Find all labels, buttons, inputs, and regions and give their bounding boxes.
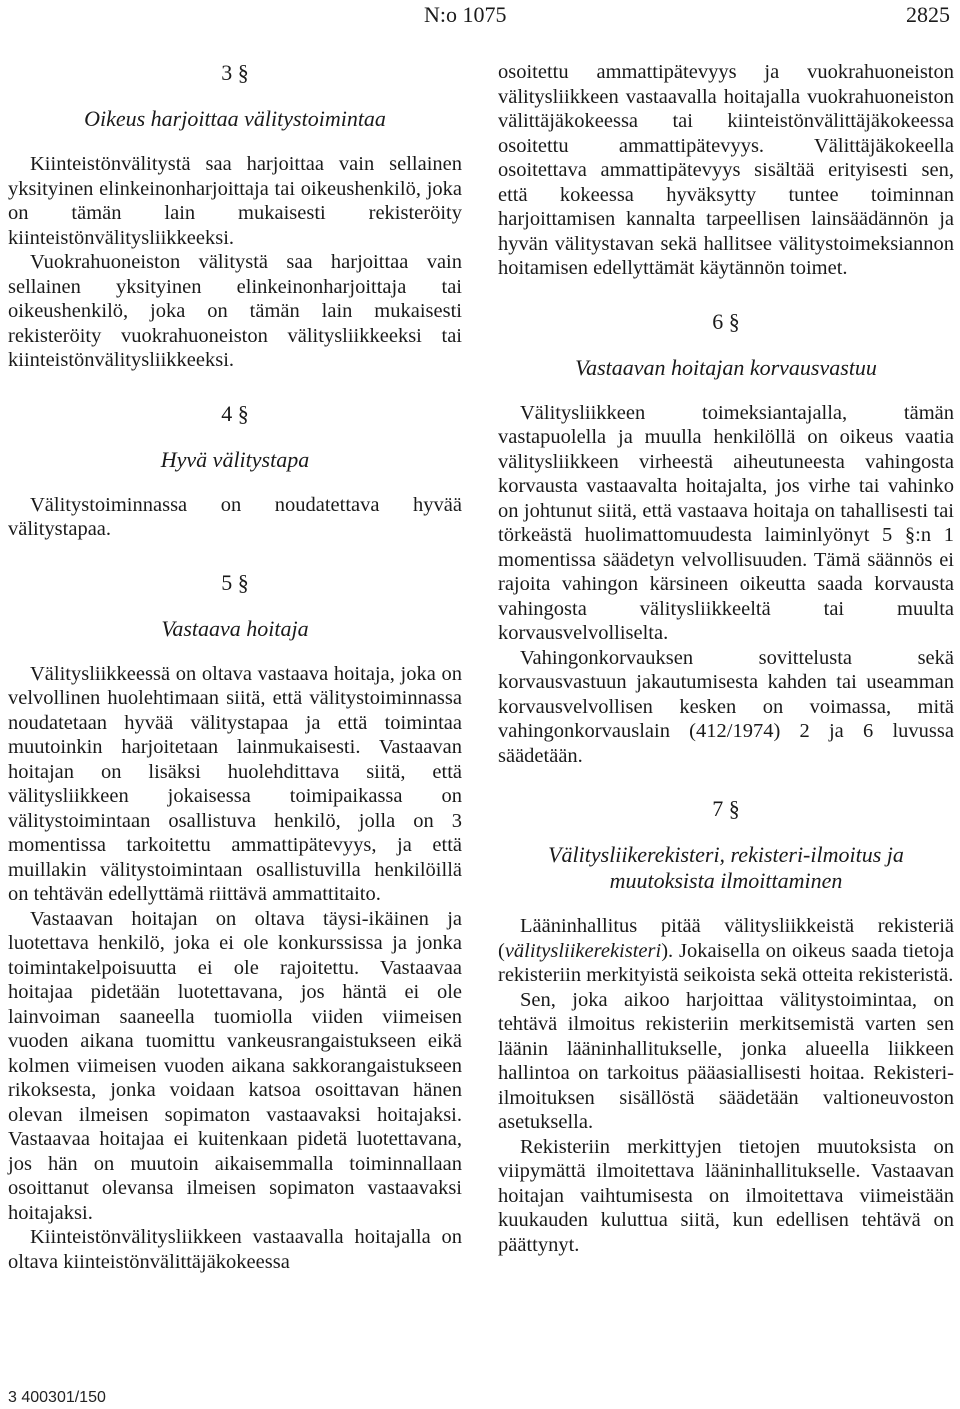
section-number: 5 § <box>221 569 249 595</box>
left-column <box>8 60 462 1274</box>
page-number: 2825 <box>906 2 950 27</box>
section-3 <box>8 60 462 373</box>
paragraph: osoitettu ammattipätevyys ja vuokrahuoneiston välitysliikkeen vastaavalla hoitajalla vuokrahuoneiston välittäjäkokeessa tai kiinteistönvälittäjäkokeessa osoitettu ammattipätevyys. Välittäjäkokeella osoitettava ammattipätevyys sisältää erityisesti sen, että kokeessa hyväksytty tuntee toiminnan harjoittamisen kannalta tarpeellisen lainsäädännön ja hyvän välitystavan sekä hallitsee välitystoimeksiannon hoitamisen edellyttämät käytännön toimet. <box>498 61 954 279</box>
paragraph: Välitystoiminnassa on noudatettava hyvää välitystapaa. <box>8 493 462 540</box>
text-run: ). Jokaisella on oikeus saada tietoja rekisteriin merkityistä seikoista sekä otteita rekisteristä. <box>498 939 954 986</box>
paragraph: Rekisteriin merkittyjen tietojen muutoksista on viipymättä ilmoitettava lääninhallitukselle. Vastaavan hoitajan vaihtumisesta on ilmoitettava viimeistään kuukauden kuluttua siitä, kun edellisen tehtävä on päättynyt. <box>498 1135 954 1256</box>
paragraph: Kiinteistönvälitysliikkeen vastaavalla hoitajalla on oltava kiinteistönvälittäjäkokeessa <box>8 1226 462 1273</box>
section-5-continued <box>498 60 954 281</box>
section-title: Vastaavan hoitajan korvausvastuu <box>575 354 877 380</box>
paragraph: Sen, joka aikoo harjoittaa välitystoimintaa, on tehtävä ilmoitus rekisteriin merkitsemistä varten sen läänin lääninhallitukselle, jonka alueella liikkeen hallintoa on tarkoitus pääasiallisesti hoitaa. Rekisteri-ilmoituksen sisällöstä säädetään valtioneuvoston asetuksella. <box>498 988 954 1133</box>
paragraph: Vastaavan hoitajan on oltava täysi-ikäinen ja luotettava henkilö, joka ei ole konkurssissa ja jonka toimintakelpoisuutta ei ole rajoitettu. Vastaavaa hoitajaa pidetään luotettavana, jos häntä ei ole lainvoiman saaneella tuomiolla viiden viimeisen vuoden aikana tuomittu vankeusrangaistukseen eikä kolmen viimeisen vuoden aikana sakkorangaistukseen rikoksesta, jonka voidaan katsoa osoittavan hänen olevan ilmeisen sopimaton vastaavaksi hoitajaksi. Vastaavaa hoitajaa ei kuitenkaan pidetä luotettavana, jos hän on muutoin aikaisemmalla toiminnallaan osoittanut olevansa ilmeisen sopimaton vastaavaksi hoitajaksi. <box>8 907 462 1224</box>
section-number: 4 § <box>221 400 249 426</box>
page-header <box>0 0 960 40</box>
right-column <box>498 60 954 1257</box>
section-number: 3 § <box>221 60 249 85</box>
paragraph: Välitysliikkeessä on oltava vastaava hoitaja, joka on velvollinen huolehtimaan siitä, että välitystoiminnassa noudatetaan hyvää välitystapaa ja että toimintaa muutoinkin harjoitetaan lainmukaisesti. Vastaavan hoitajan on lisäksi huolehdittava siitä, että välitysliikkeen jokaisessa toimipaikassa on välitystoimintaan osallistuva henkilö, jolla on 3 momentissa tarkoitettu ammattipätevyys, ja että muillakin välitystoimintaan osallistuvilla henkilöillä on tehtävän edellyttämä riittävä ammattitaito. <box>8 662 462 905</box>
text-run: Lääninhallitus pitää välitysliikkeistä rekisteriä ( <box>498 915 954 962</box>
paragraph: Vahingonkorvauksen sovittelusta sekä korvausvastuun jakautumisesta kahden tai useamman korvausvelvollisen kesken on voimassa, mitä vahingonkorvauslain (412/1974) 2 ja 6 luvussa säädetään. <box>498 646 954 767</box>
section-6 <box>498 309 954 769</box>
statute-number: N:o 1075 <box>424 2 507 27</box>
section-5 <box>8 570 462 1275</box>
print-code: 3 400301/150 <box>8 1389 106 1406</box>
section-title: Hyvä välitystapa <box>160 446 310 472</box>
section-title: Oikeus harjoittaa välitystoimintaa <box>84 106 386 131</box>
paragraph: Kiinteistönvälitystä saa harjoittaa vain sellainen yksityinen elinkeinonharjoittaja tai oikeushenkilö, joka on tämän lain mukaisesti rekisteröity kiinteistönvälitysliikkeeksi. <box>8 153 462 249</box>
paragraph <box>498 914 954 988</box>
paragraph: Välitysliikkeen toimeksiantajalla, tämän vastapuolella ja muulla henkilöllä on oikeus vaatia välitysliikkeen virheestä aiheutuneesta vahingosta korvausta vastaavalta hoitajalta, jos virhe tai vahinko on johtunut siitä, että vastaava hoitaja on tahallisesti tai törkeästä huolimattomuudesta laiminlyönyt 5 §:n 1 momentissa säädetyn velvollisuuden. Tämä säännös ei rajoita vahingon kärsineen oikeutta saada korvausta vahingosta välitysliikkeeltä tai muulta korvausvelvolliselta. <box>498 401 954 644</box>
section-number: 6 § <box>712 308 740 334</box>
section-number: 7 § <box>712 796 740 821</box>
section-title: Vastaava hoitaja <box>161 615 309 641</box>
section-4 <box>8 401 462 542</box>
paragraph: Vuokrahuoneiston välitystä saa harjoittaa vain sellainen yksityinen elinkeinonharjoittaja tai oikeushenkilö, joka on tämän lain mukaisesti rekisteröity vuokrahuoneiston välitysliikkeeksi tai kiinteistönvälitysliikkeeksi. <box>8 251 462 371</box>
section-7 <box>498 796 954 1257</box>
section-title: Välitysliikerekisteri, rekisteri-ilmoitus ja muutoksista ilmoittaminen <box>548 842 904 893</box>
italic-term: välitysliikerekisteri <box>504 939 662 962</box>
